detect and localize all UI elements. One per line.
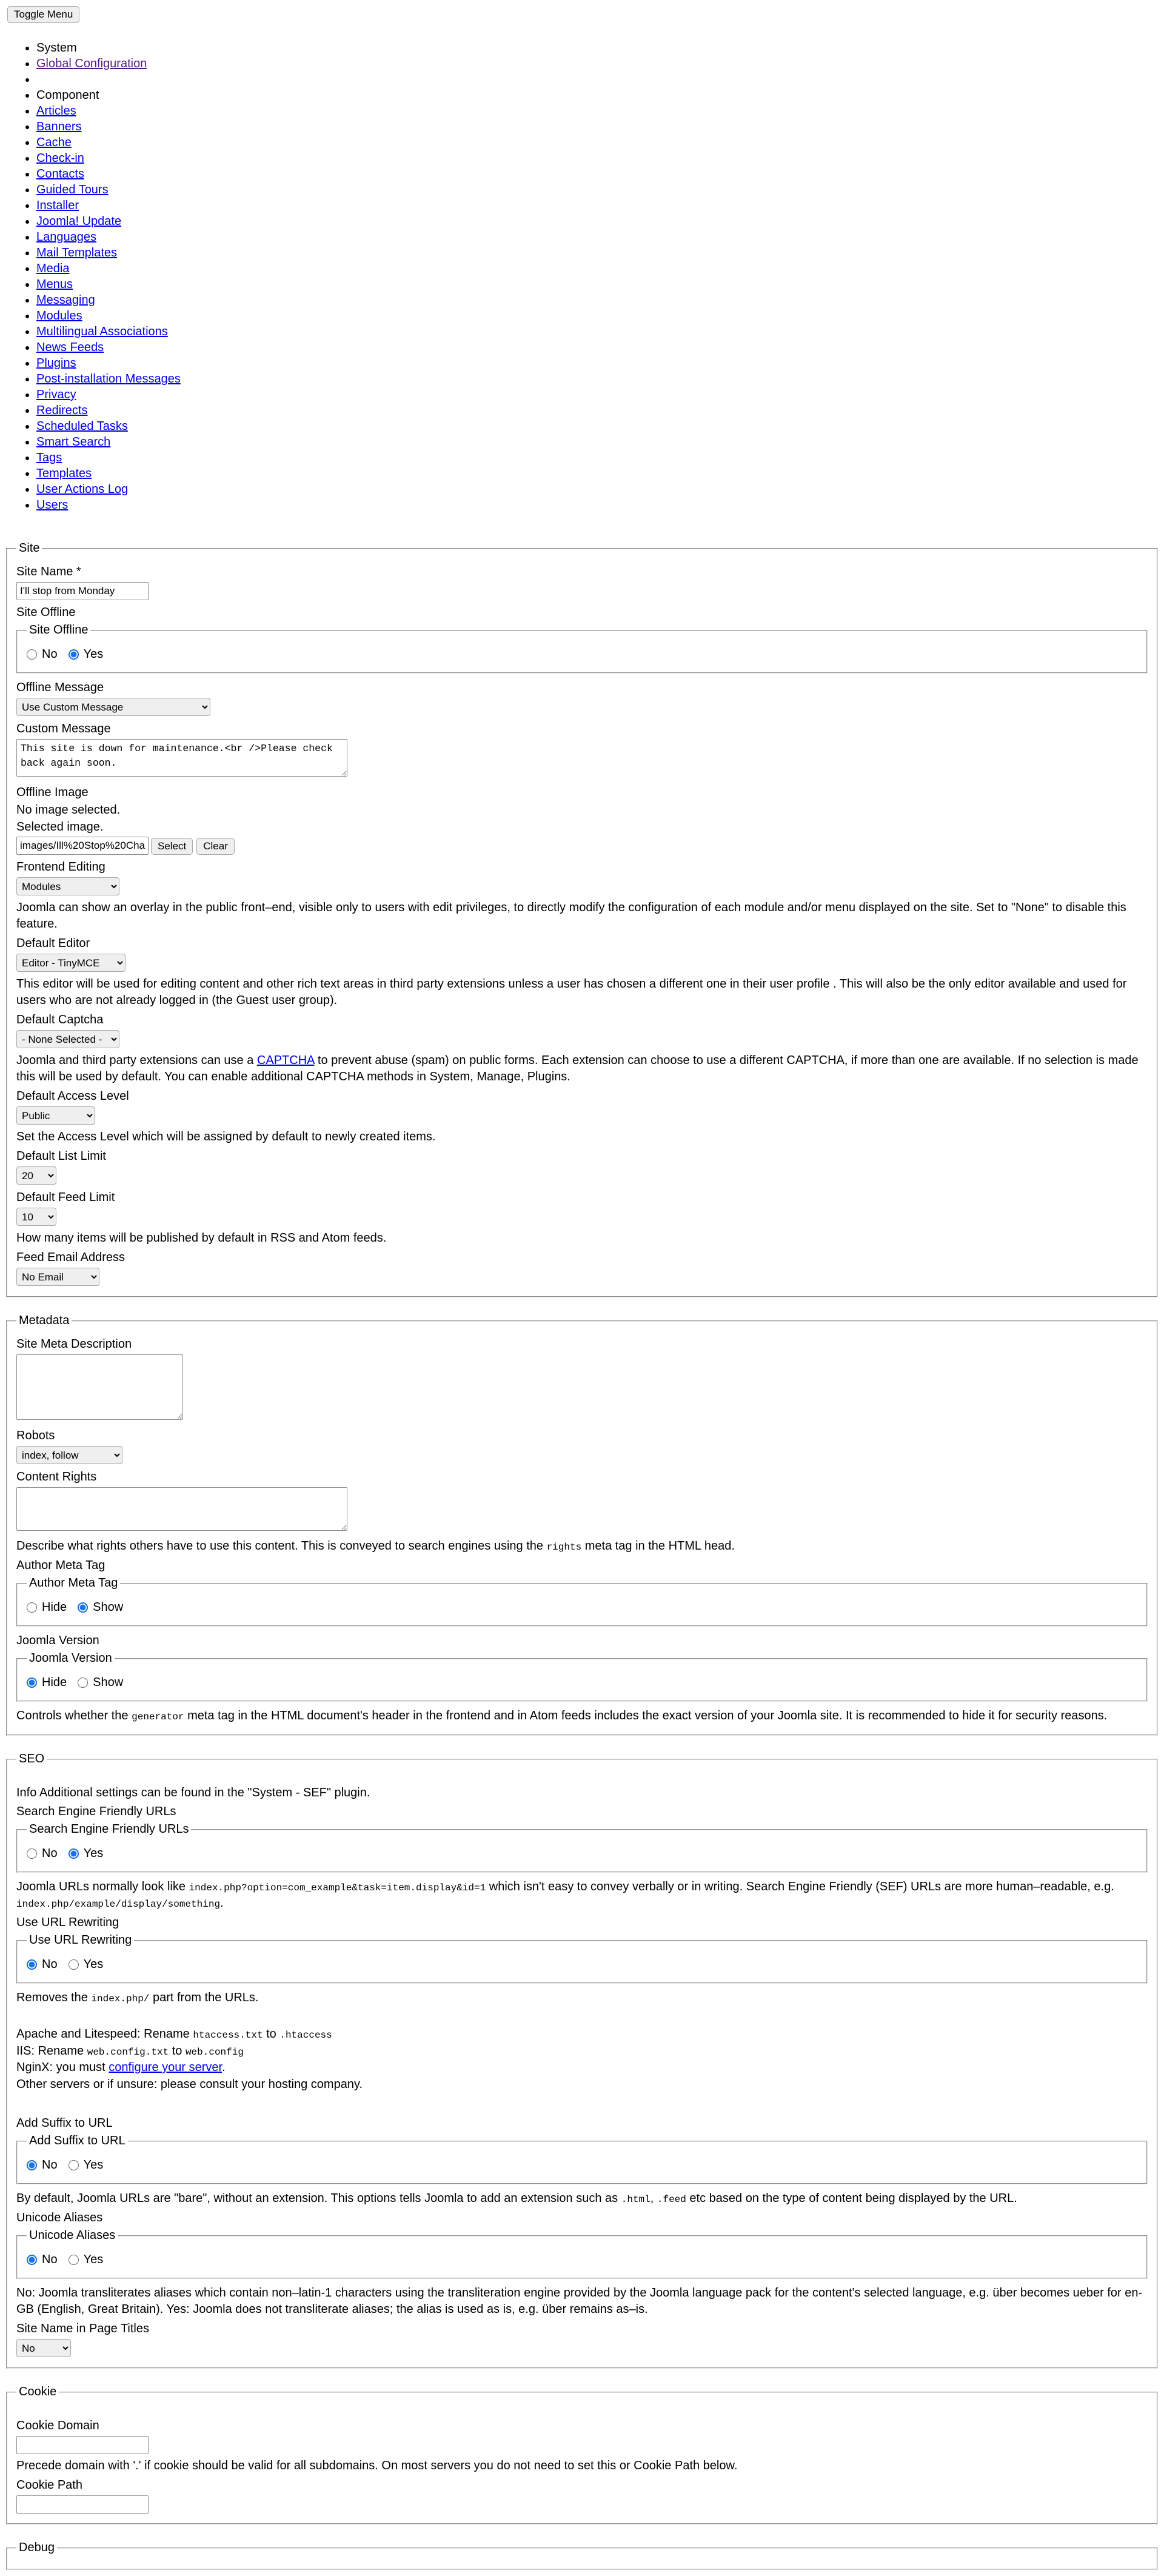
site-offline-radios bbox=[27, 647, 1137, 661]
menu-link[interactable]: Installer bbox=[36, 199, 79, 212]
url-rewriting-radios bbox=[27, 1958, 1137, 1972]
cookie-domain-label: Cookie Domain bbox=[16, 2419, 99, 2433]
offline-message-label: Offline Message bbox=[16, 681, 104, 694]
no-image-selected-text: No image selected. bbox=[16, 803, 121, 817]
add-suffix-help: By default, Joomla URLs are "bare", without an extension. This options tells Joomla to add an extension such as .html, .feed etc based on the type of content being displayed by the URL. bbox=[16, 2192, 1017, 2206]
radio-label: No bbox=[42, 2253, 58, 2267]
menu-item bbox=[36, 466, 1158, 481]
frontend-editing-select[interactable] bbox=[16, 877, 119, 895]
default-access-level-help: Set the Access Level which will be assigned by default to newly created items. bbox=[16, 1130, 436, 1143]
menu-item bbox=[36, 497, 1158, 513]
default-list-limit-select[interactable] bbox=[16, 1166, 56, 1185]
author-meta-tag-legend: Author Meta Tag bbox=[29, 1576, 118, 1590]
menu-link[interactable]: Privacy bbox=[36, 388, 76, 401]
menu-link[interactable]: Check-in bbox=[36, 152, 84, 165]
menu-item bbox=[36, 56, 1158, 72]
debug-legend: Debug bbox=[19, 2541, 55, 2555]
radio-label: Yes bbox=[83, 2253, 104, 2267]
offline-image-label: Offline Image bbox=[16, 786, 89, 799]
radio-option-yes[interactable] bbox=[69, 647, 104, 661]
unicode-aliases-legend: Unicode Aliases bbox=[29, 2229, 116, 2243]
nginx-instruction: NginX: you must configure your server. bbox=[16, 2061, 226, 2075]
menu-item bbox=[36, 72, 1158, 87]
menu-item bbox=[36, 355, 1158, 371]
server-instructions bbox=[16, 2027, 1148, 2092]
menu-item bbox=[36, 245, 1158, 261]
radio-label: Yes bbox=[83, 1847, 104, 1860]
content-rights-textarea[interactable] bbox=[16, 1487, 347, 1531]
selected-image-text: Selected image. bbox=[16, 820, 104, 834]
radio-checked-icon[interactable] bbox=[78, 1602, 88, 1613]
inline-code: web.config bbox=[185, 2046, 244, 2058]
radio-unchecked-icon[interactable] bbox=[27, 1602, 37, 1613]
radio-label: No bbox=[42, 2158, 58, 2172]
default-access-level-label: Default Access Level bbox=[16, 1089, 129, 1103]
radio-option-yes[interactable] bbox=[69, 2158, 104, 2172]
custom-message-textarea[interactable] bbox=[16, 739, 347, 777]
inline-code: .feed bbox=[657, 2194, 686, 2206]
url-rewriting-legend: Use URL Rewriting bbox=[29, 1933, 132, 1947]
site-offline-label: Site Offline bbox=[16, 606, 76, 619]
seo-fieldset bbox=[6, 1751, 1158, 2369]
default-feed-limit-select[interactable] bbox=[16, 1208, 56, 1226]
debug-fieldset bbox=[6, 2540, 1158, 2570]
default-access-level-select[interactable] bbox=[16, 1106, 95, 1125]
site-legend: Site bbox=[19, 541, 40, 555]
radio-label: Hide bbox=[42, 1676, 67, 1689]
add-suffix-radios bbox=[27, 2158, 1137, 2172]
radio-option-yes[interactable] bbox=[69, 1958, 104, 1971]
menu-link[interactable]: Guided Tours bbox=[36, 183, 109, 196]
robots-select[interactable] bbox=[16, 1446, 122, 1464]
menu-link[interactable]: User Actions Log bbox=[36, 483, 129, 496]
inline-code: .htaccess bbox=[279, 2030, 332, 2041]
menu-item bbox=[36, 119, 1158, 135]
menu-link[interactable]: Tags bbox=[36, 451, 62, 464]
radio-label: No bbox=[42, 1847, 58, 1860]
menu-item bbox=[36, 103, 1158, 119]
menu-item bbox=[36, 135, 1158, 150]
cookie-legend: Cookie bbox=[19, 2385, 57, 2399]
radio-label: No bbox=[42, 647, 58, 661]
radio-option-no[interactable] bbox=[27, 647, 58, 661]
offline-image-row bbox=[16, 836, 1148, 856]
menu-item bbox=[36, 229, 1158, 245]
radio-option-no[interactable] bbox=[27, 2253, 58, 2266]
menu-link[interactable]: Global Configuration bbox=[36, 57, 147, 70]
menu-link[interactable]: Scheduled Tasks bbox=[36, 420, 128, 433]
cookie-fieldset bbox=[6, 2384, 1158, 2524]
menu-item bbox=[36, 150, 1158, 166]
image-select-button[interactable]: Select bbox=[151, 838, 193, 855]
radio-label: No bbox=[42, 1958, 58, 1971]
menu-link[interactable]: Cache bbox=[36, 136, 72, 149]
feed-email-select[interactable] bbox=[16, 1268, 99, 1286]
default-captcha-select[interactable] bbox=[16, 1030, 119, 1048]
menu-item bbox=[36, 292, 1158, 308]
menu-link[interactable]: Languages bbox=[36, 230, 96, 244]
menu-item bbox=[36, 340, 1158, 355]
radio-label: Yes bbox=[83, 647, 104, 661]
menu-item bbox=[36, 198, 1158, 213]
joomla-version-help: Controls whether the generator meta tag in the HTML document's header in the frontend and in Atom feeds includes the exact version of your Joomla site. It is recommended to hide it for security reasons. bbox=[16, 1709, 1108, 1722]
robots-label: Robots bbox=[16, 1429, 55, 1442]
radio-unchecked-icon[interactable] bbox=[69, 1959, 79, 1970]
inline-code: .html bbox=[621, 2194, 651, 2206]
menu-item bbox=[36, 450, 1158, 466]
unicode-aliases-help: No: Joomla transliterates aliases which contain non–latin-1 characters using the transliteration engine provided by the Joomla language pack for the content's selected language, e.g. über becomes ueber for en-GB (English, Great Britain). Yes: Joomla does not transliterate aliases; the alias is used as is, e.g. über remains as–is. bbox=[16, 2286, 1143, 2317]
inline-code: htaccess.txt bbox=[193, 2030, 263, 2041]
metadata-fieldset bbox=[6, 1313, 1158, 1736]
image-clear-button[interactable]: Clear bbox=[196, 838, 235, 855]
site-name-in-titles-select[interactable] bbox=[16, 2339, 71, 2357]
offline-image-input[interactable] bbox=[16, 837, 149, 855]
custom-message-label: Custom Message bbox=[16, 722, 111, 735]
inline-code: generator bbox=[132, 1711, 184, 1722]
menu-item bbox=[36, 387, 1158, 403]
menu-link[interactable]: Messaging bbox=[36, 293, 95, 307]
menu-item bbox=[36, 261, 1158, 276]
metadata-legend: Metadata bbox=[19, 1314, 70, 1327]
radio-unchecked-icon[interactable] bbox=[69, 2255, 79, 2265]
menu-link[interactable]: Media bbox=[36, 262, 70, 275]
admin-menu bbox=[6, 40, 1158, 513]
menu-link[interactable]: Mail Templates bbox=[36, 246, 118, 259]
joomla-version-label: Joomla Version bbox=[16, 1634, 99, 1647]
sef-urls-label: Search Engine Friendly URLs bbox=[16, 1805, 176, 1818]
menu-item bbox=[36, 371, 1158, 387]
menu-item bbox=[36, 324, 1158, 340]
radio-unchecked-icon[interactable] bbox=[27, 1848, 37, 1859]
default-captcha-label: Default Captcha bbox=[16, 1013, 104, 1026]
menu-link[interactable]: Plugins bbox=[36, 356, 76, 370]
radio-checked-icon[interactable] bbox=[69, 1848, 79, 1859]
frontend-editing-label: Frontend Editing bbox=[16, 860, 105, 874]
menu-item: • System bbox=[36, 40, 1158, 56]
url-rewriting-label: Use URL Rewriting bbox=[16, 1916, 119, 1929]
author-meta-tag-radios bbox=[27, 1601, 1137, 1614]
menu-link[interactable]: Banners bbox=[36, 120, 82, 133]
toggle-menu-button[interactable]: Toggle Menu bbox=[7, 6, 79, 23]
url-rewriting-group bbox=[16, 1933, 1148, 1984]
cookie-path-label: Cookie Path bbox=[16, 2478, 82, 2492]
site-offline-group bbox=[16, 623, 1148, 674]
cookie-path-input[interactable] bbox=[16, 2495, 149, 2514]
seo-legend: SEO bbox=[19, 1752, 45, 1765]
default-feed-limit-help: How many items will be published by default in RSS and Atom feeds. bbox=[16, 1231, 387, 1245]
inline-code: index.php?option=com_example&task=item.display&id=1 bbox=[189, 1882, 486, 1893]
menu-item bbox=[36, 434, 1158, 450]
site-name-label: Site Name * bbox=[16, 565, 81, 578]
site-name-in-titles-label: Site Name in Page Titles bbox=[16, 2322, 149, 2336]
menu-link[interactable]: Joomla! Update bbox=[36, 215, 122, 228]
menu-item bbox=[36, 403, 1158, 418]
radio-option-hide[interactable] bbox=[27, 1601, 67, 1614]
menu-item bbox=[36, 166, 1158, 182]
radio-option-show[interactable] bbox=[78, 1676, 123, 1689]
default-editor-help: This editor will be used for editing content and other rich text areas in third party extensions unless a user has chosen a different one in their user profile . This will also be the only editor available and used for users who are not already logged in (the Guest user group). bbox=[16, 977, 1127, 1007]
radio-label: Hide bbox=[42, 1601, 67, 1614]
radio-unchecked-icon[interactable] bbox=[69, 2160, 79, 2170]
radio-label: Show bbox=[93, 1601, 124, 1614]
inline-code: rights bbox=[546, 1542, 582, 1553]
iis-instruction: IIS: Rename web.config.txt to web.config bbox=[16, 2044, 244, 2058]
sef-urls-radios bbox=[27, 1847, 1137, 1861]
add-suffix-label: Add Suffix to URL bbox=[16, 2116, 113, 2130]
radio-option-no[interactable] bbox=[27, 1958, 58, 1971]
inline-code: index.php/example/display/something bbox=[16, 1899, 221, 1910]
default-editor-select[interactable] bbox=[16, 954, 125, 972]
default-feed-limit-label: Default Feed Limit bbox=[16, 1191, 115, 1204]
inline-code: web.config.txt bbox=[87, 2046, 169, 2058]
unicode-aliases-group bbox=[16, 2228, 1148, 2279]
unicode-aliases-radios bbox=[27, 2253, 1137, 2267]
menu-link[interactable]: Multilingual Associations bbox=[36, 325, 168, 338]
default-editor-label: Default Editor bbox=[16, 937, 90, 950]
sef-urls-legend: Search Engine Friendly URLs bbox=[29, 1822, 189, 1836]
radio-checked-icon[interactable] bbox=[27, 2160, 37, 2170]
radio-label: Yes bbox=[83, 1958, 104, 1971]
joomla-version-legend: Joomla Version bbox=[29, 1651, 112, 1665]
add-suffix-group bbox=[16, 2133, 1148, 2184]
menu-link[interactable]: Redirects bbox=[36, 404, 88, 417]
site-meta-description-textarea[interactable] bbox=[16, 1354, 183, 1420]
menu-item: • Component bbox=[36, 87, 1158, 103]
other-servers-instruction: Other servers or if unsure: please consult your hosting company. bbox=[16, 2077, 363, 2091]
radio-option-no[interactable] bbox=[27, 1847, 58, 1860]
radio-checked-icon[interactable] bbox=[27, 1678, 37, 1688]
radio-option-yes[interactable] bbox=[69, 1847, 104, 1860]
author-meta-tag-label: Author Meta Tag bbox=[16, 1559, 105, 1572]
apache-instruction: Apache and Litespeed: Rename htaccess.txt to .htaccess bbox=[16, 2027, 332, 2041]
menu-link[interactable]: Post-installation Messages bbox=[36, 372, 181, 386]
sef-urls-group bbox=[16, 1822, 1148, 1873]
cookie-domain-input[interactable] bbox=[16, 2436, 149, 2454]
site-meta-description-label: Site Meta Description bbox=[16, 1337, 132, 1351]
frontend-editing-help: Joomla can show an overlay in the public front–end, visible only to users with edit privileges, to directly modify the configuration of each module and/or menu displayed on the site. Set to "None" to disable this feature. bbox=[16, 901, 1126, 931]
url-rewriting-help: Removes the index.php/ part from the URLs. bbox=[16, 1991, 259, 2004]
menu-link[interactable]: Users bbox=[36, 498, 69, 512]
radio-checked-icon[interactable] bbox=[27, 2255, 37, 2265]
radio-checked-icon[interactable] bbox=[69, 649, 79, 660]
unicode-aliases-label: Unicode Aliases bbox=[16, 2211, 103, 2225]
seo-info-text: Info Additional settings can be found in the "System - SEF" plugin. bbox=[16, 1786, 370, 1799]
author-meta-tag-group bbox=[16, 1576, 1148, 1627]
menu-link[interactable]: Contacts bbox=[36, 167, 84, 181]
menu-item bbox=[36, 481, 1158, 497]
content-rights-label: Content Rights bbox=[16, 1470, 97, 1484]
radio-label: Show bbox=[93, 1676, 124, 1689]
default-list-limit-label: Default List Limit bbox=[16, 1149, 106, 1163]
menu-link[interactable]: Articles bbox=[36, 104, 76, 118]
menu-link[interactable]: Smart Search bbox=[36, 435, 111, 449]
site-name-input[interactable] bbox=[16, 582, 149, 600]
site-offline-legend: Site Offline bbox=[29, 623, 89, 637]
radio-unchecked-icon[interactable] bbox=[27, 649, 37, 660]
menu-link[interactable]: News Feeds bbox=[36, 341, 104, 354]
radio-option-show[interactable] bbox=[78, 1601, 123, 1614]
help-link[interactable]: configure your server bbox=[109, 2061, 222, 2075]
menu-link[interactable]: Modules bbox=[36, 309, 82, 323]
add-suffix-legend: Add Suffix to URL bbox=[29, 2134, 125, 2148]
menu-link[interactable]: Templates bbox=[36, 467, 92, 480]
joomla-version-radios bbox=[27, 1676, 1137, 1690]
joomla-version-group bbox=[16, 1651, 1148, 1702]
radio-option-no[interactable] bbox=[27, 2158, 58, 2172]
help-link[interactable]: CAPTCHA bbox=[256, 1054, 315, 1067]
radio-unchecked-icon[interactable] bbox=[78, 1678, 88, 1688]
radio-label: Yes bbox=[83, 2158, 104, 2172]
menu-item bbox=[36, 276, 1158, 292]
menu-item bbox=[36, 418, 1158, 434]
default-captcha-help: Joomla and third party extensions can use a CAPTCHA to prevent abuse (spam) on public forms. Each extension can choose to use a different CAPTCHA, if more than one are available. If no selection is made this will be used by default. You can enable additional CAPTCHA methods in System, Manage, Plugins. bbox=[16, 1054, 1139, 1083]
menu-item bbox=[36, 182, 1158, 198]
feed-email-label: Feed Email Address bbox=[16, 1251, 125, 1264]
menu-link[interactable]: Menus bbox=[36, 278, 73, 291]
inline-code: index.php/ bbox=[91, 1993, 150, 2004]
cookie-domain-help: Precede domain with '.' if cookie should be valid for all subdomains. On most servers you do not need to set this or Cookie Path below. bbox=[16, 2459, 738, 2473]
content-rights-help: Describe what rights others have to use this content. This is conveyed to search engines using the rights meta tag in the HTML head. bbox=[16, 1539, 735, 1553]
radio-option-hide[interactable] bbox=[27, 1676, 67, 1689]
site-fieldset bbox=[6, 541, 1158, 1297]
menu-item bbox=[36, 213, 1158, 229]
sef-urls-help: Joomla URLs normally look like index.php?option=com_example&task=item.display&id=1 which isn't easy to convey verbally or in writing. Search Engine Friendly (SEF) URLs are more human–readable, e.g. index.php/example/display/something. bbox=[16, 1880, 1114, 1910]
offline-message-select[interactable] bbox=[16, 698, 210, 716]
menu-item bbox=[36, 308, 1158, 324]
radio-option-yes[interactable] bbox=[69, 2253, 104, 2266]
radio-checked-icon[interactable] bbox=[27, 1959, 37, 1970]
